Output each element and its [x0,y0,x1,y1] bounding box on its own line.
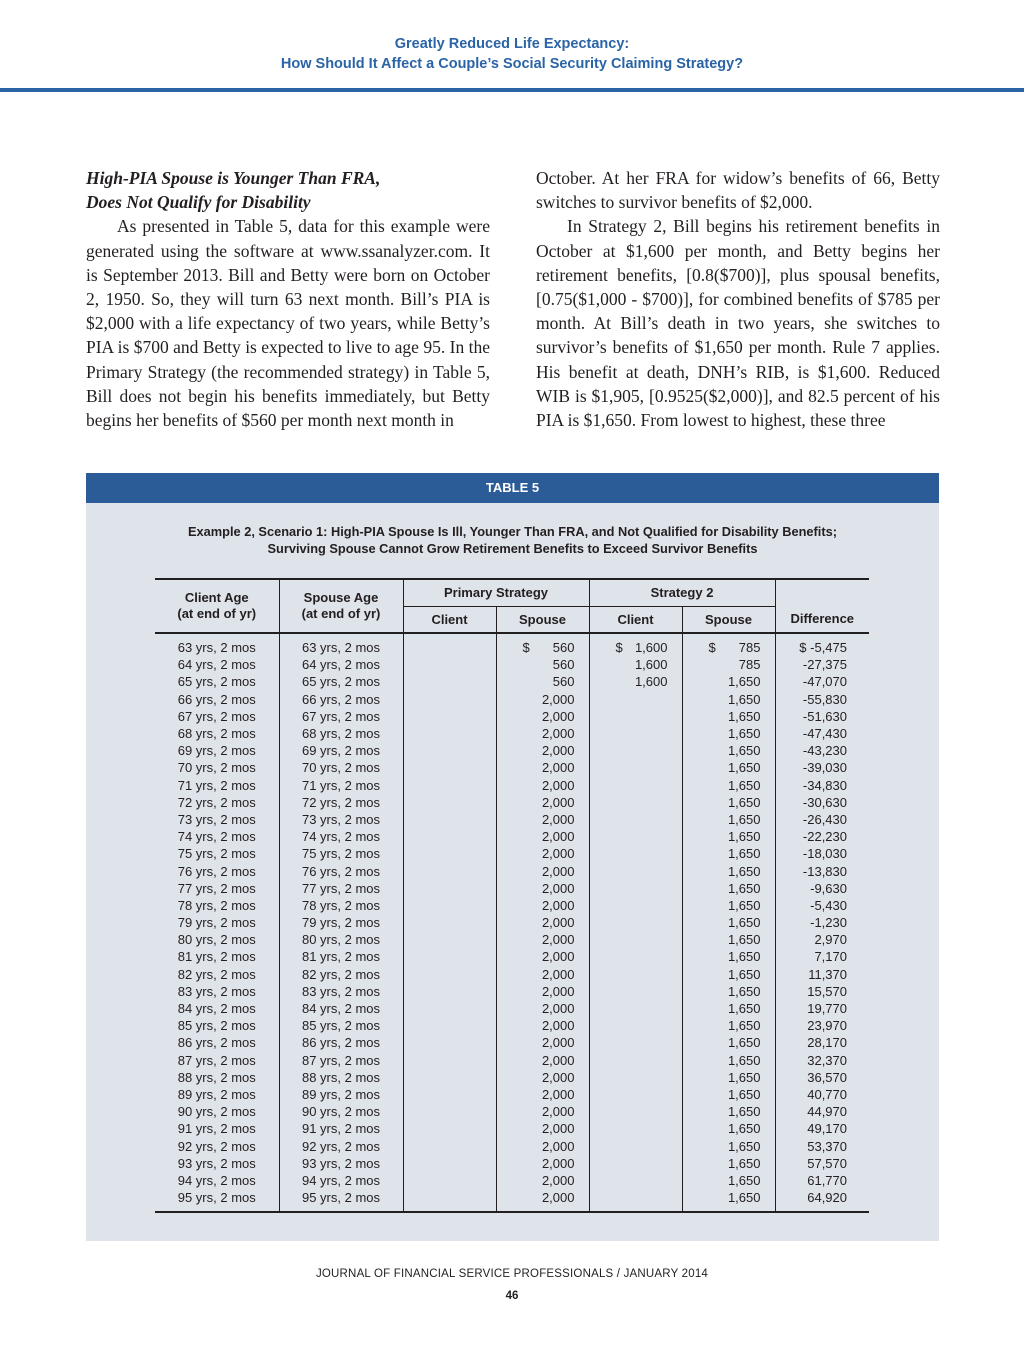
cell-s2-client [589,742,682,759]
cell-s2-spouse: $ 785 [682,633,775,656]
cell-primary-spouse: 2,000 [496,845,589,862]
cell-spouse-age: 75 yrs, 2 mos [279,845,403,862]
cell-primary-client [403,1052,496,1069]
cell-client-age: 75 yrs, 2 mos [155,845,279,862]
cell-s2-spouse: 1,650 [682,931,775,948]
cell-primary-client [403,811,496,828]
table-row [155,1137,869,1154]
cell-spouse-age: 84 yrs, 2 mos [279,1000,403,1017]
cell-primary-spouse: 2,000 [496,1103,589,1120]
table-row [155,673,869,690]
running-head [0,34,1024,74]
table-row [155,708,869,725]
cell-spouse-age: 93 yrs, 2 mos [279,1155,403,1172]
table-row [155,828,869,845]
table-caption-line1: Example 2, Scenario 1: High-PIA Spouse Is Ill, Younger Than FRA, and Not Qualified for Disability Benefits; [188,524,837,539]
currency-symbol: $ [615,640,623,656]
table-row [155,633,869,656]
cell-client-age: 76 yrs, 2 mos [155,862,279,879]
table-row [155,691,869,708]
cell-client-age: 90 yrs, 2 mos [155,1103,279,1120]
cell-client-age: 82 yrs, 2 mos [155,966,279,983]
cell-s2-spouse: 1,650 [682,1103,775,1120]
cell-primary-spouse: 2,000 [496,777,589,794]
cell-difference: -51,630 [802,708,847,724]
cell-difference: 23,970 [807,1018,847,1034]
table-row [155,845,869,862]
cell-difference: 15,570 [807,983,847,999]
table-row [155,1086,869,1103]
table-caption-line2: Surviving Spouse Cannot Grow Retirement Benefits to Exceed Survivor Benefits [267,541,758,556]
cell-difference: -34,830 [802,777,847,793]
cell-difference: 28,170 [807,1035,847,1051]
header-s2-client: Client [589,607,682,634]
cell-s2-spouse: 1,650 [682,880,775,897]
cell-difference: -5,430 [810,897,847,913]
cell-s2-client [589,1189,682,1212]
cell-primary-client [403,725,496,742]
cell-s2-client [589,1172,682,1189]
table-caption [86,523,939,557]
cell-s2-client [589,880,682,897]
cell-s2-client [589,948,682,965]
cell-s2-spouse: 785 [682,656,775,673]
table-body [155,633,869,1212]
cell-spouse-age: 86 yrs, 2 mos [279,1034,403,1051]
cell-s2-client [589,811,682,828]
cell-difference: 44,970 [807,1104,847,1120]
running-head-line2: How Should It Affect a Couple’s Social Security Claiming Strategy? [280,56,744,72]
cell-primary-spouse: 2,000 [496,897,589,914]
cell-difference: -39,030 [802,760,847,776]
cell-spouse-age: 74 yrs, 2 mos [279,828,403,845]
right-paragraph-2: In Strategy 2, Bill begins his retirement benefits in October at $1,600 per month, and Betty begins her retirement benefits, [0.8($700)], plus spousal benefits, [0.75($1,000 - $700)], for combined benefits of $785 per month. At Bill’s death in two years, she switches to survivor’s benefits of $1,650 per month. Rule 7 applies. His benefit at death, DNH’s RIB, is $1,600. Reduced WIB is $1,905, [0.9525($2,000)], and 82.5 percent of his PIA is $1,650. From lowest to highest, these three [536,216,940,431]
cell-difference: 53,370 [807,1138,847,1154]
cell-s2-spouse: 1,650 [682,828,775,845]
table-row [155,862,869,879]
table-row [155,811,869,828]
cell-primary-spouse: 2,000 [496,759,589,776]
cell-client-age: 81 yrs, 2 mos [155,948,279,965]
left-column [86,166,490,432]
cell-s2-spouse: 1,650 [682,1069,775,1086]
table-row [155,777,869,794]
cell-difference: -43,230 [802,743,847,759]
cell-s2-client [589,794,682,811]
cell-difference: 11,370 [808,966,847,982]
cell-client-age: 64 yrs, 2 mos [155,656,279,673]
header-rule [0,88,1024,92]
cell-s2-spouse: 1,650 [682,1172,775,1189]
cell-spouse-age: 64 yrs, 2 mos [279,656,403,673]
cell-client-age: 83 yrs, 2 mos [155,983,279,1000]
table-row [155,1189,869,1212]
cell-spouse-age: 88 yrs, 2 mos [279,1069,403,1086]
cell-primary-client [403,1155,496,1172]
cell-client-age: 71 yrs, 2 mos [155,777,279,794]
cell-spouse-age: 85 yrs, 2 mos [279,1017,403,1034]
page-number: 46 [505,1290,519,1302]
cell-client-age: 93 yrs, 2 mos [155,1155,279,1172]
header-s2-spouse: Spouse [682,607,775,634]
cell-primary-spouse: 2,000 [496,1034,589,1051]
cell-primary-client [403,633,496,656]
cell-spouse-age: 89 yrs, 2 mos [279,1086,403,1103]
table-row [155,1052,869,1069]
cell-primary-spouse: $ 560 [496,633,589,656]
cell-spouse-age: 66 yrs, 2 mos [279,691,403,708]
cell-client-age: 65 yrs, 2 mos [155,673,279,690]
cell-s2-client: $ 1,600 [589,633,682,656]
cell-s2-spouse: 1,650 [682,1017,775,1034]
cell-s2-spouse: 1,650 [682,862,775,879]
header-difference: Difference [775,607,869,634]
cell-primary-client [403,931,496,948]
cell-s2-client [589,691,682,708]
cell-difference: 36,570 [807,1069,847,1085]
cell-client-age: 69 yrs, 2 mos [155,742,279,759]
cell-primary-client [403,1189,496,1212]
cell-client-age: 84 yrs, 2 mos [155,1000,279,1017]
cell-s2-client [589,777,682,794]
cell-primary-client [403,948,496,965]
cell-primary-client [403,742,496,759]
cell-s2-spouse: 1,650 [682,691,775,708]
cell-s2-client [589,1137,682,1154]
cell-s2-client [589,983,682,1000]
cell-s2-spouse: 1,650 [682,897,775,914]
table-row [155,759,869,776]
cell-client-age: 66 yrs, 2 mos [155,691,279,708]
cell-s2-spouse: 1,650 [682,708,775,725]
currency-symbol: $ [522,640,530,656]
cell-s2-spouse: 1,650 [682,1189,775,1212]
cell-spouse-age: 92 yrs, 2 mos [279,1137,403,1154]
cell-s2-spouse: 1,650 [682,1120,775,1137]
cell-s2-client [589,1017,682,1034]
cell-primary-spouse: 2,000 [496,880,589,897]
cell-spouse-age: 77 yrs, 2 mos [279,880,403,897]
cell-difference: -1,230 [810,915,847,931]
cell-difference: 32,370 [807,1052,847,1068]
cell-s2-client: 1,600 [589,656,682,673]
cell-primary-client [403,828,496,845]
cell-s2-client [589,1155,682,1172]
cell-difference: -22,230 [802,829,847,845]
cell-client-age: 68 yrs, 2 mos [155,725,279,742]
cell-s2-spouse: 1,650 [682,1137,775,1154]
cell-s2-client [589,1052,682,1069]
running-head-line1: Greatly Reduced Life Expectancy: [394,36,630,52]
cell-s2-spouse: 1,650 [682,673,775,690]
cell-spouse-age: 79 yrs, 2 mos [279,914,403,931]
cell-spouse-age: 94 yrs, 2 mos [279,1172,403,1189]
cell-primary-client [403,759,496,776]
cell-difference: 7,170 [814,949,847,965]
cell-primary-client [403,1034,496,1051]
cell-primary-client [403,673,496,690]
cell-client-age: 80 yrs, 2 mos [155,931,279,948]
header-strategy-2: Strategy 2 [589,579,775,607]
cell-s2-client [589,897,682,914]
cell-s2-client [589,725,682,742]
cell-spouse-age: 95 yrs, 2 mos [279,1189,403,1212]
cell-s2-client [589,1000,682,1017]
cell-s2-client [589,1034,682,1051]
cell-difference: 49,170 [807,1121,847,1137]
table-row [155,1120,869,1137]
cell-difference: 64,920 [775,1189,869,1212]
cell-client-age: 79 yrs, 2 mos [155,914,279,931]
right-column [536,166,940,432]
left-paragraph: As presented in Table 5, data for this example were generated using the software at www.ssanalyzer.com. It is September 2013. Bill and Betty were born on October 2, 1950. So, they will turn 63 next month. Bill’s PIA is $2,000 with a life expectancy of two years, while Betty’s PIA is $700 and Betty is expected to live to age 95. In the Primary Strategy (the recommended strategy) in Table 5, Bill does not begin his benefits immediately, but Betty begins her benefits of $560 per month next month in [86,216,490,431]
cell-spouse-age: 80 yrs, 2 mos [279,931,403,948]
header-primary-client: Client [403,607,496,634]
cell-s2-client [589,759,682,776]
cell-s2-client [589,966,682,983]
table-row [155,1069,869,1086]
cell-difference: -27,375 [802,657,847,673]
cell-s2-client [589,1120,682,1137]
table-row [155,983,869,1000]
cell-primary-spouse: 2,000 [496,1137,589,1154]
cell-primary-client [403,691,496,708]
cell-client-age: 85 yrs, 2 mos [155,1017,279,1034]
cell-difference: -18,030 [802,846,847,862]
cell-primary-spouse: 2,000 [496,1086,589,1103]
cell-primary-spouse: 2,000 [496,725,589,742]
cell-spouse-age: 87 yrs, 2 mos [279,1052,403,1069]
cell-primary-client [403,1017,496,1034]
cell-spouse-age: 65 yrs, 2 mos [279,673,403,690]
cell-s2-spouse: 1,650 [682,742,775,759]
cell-client-age: 74 yrs, 2 mos [155,828,279,845]
data-table [155,578,869,1213]
cell-spouse-age: 73 yrs, 2 mos [279,811,403,828]
table-row [155,1034,869,1051]
cell-s2-spouse: 1,650 [682,966,775,983]
table-row [155,966,869,983]
cell-s2-client [589,1069,682,1086]
cell-spouse-age: 63 yrs, 2 mos [279,633,403,656]
cell-spouse-age: 71 yrs, 2 mos [279,777,403,794]
table-row [155,880,869,897]
cell-primary-spouse: 2,000 [496,691,589,708]
table-row [155,1103,869,1120]
cell-spouse-age: 90 yrs, 2 mos [279,1103,403,1120]
header-spouse-age: Spouse Age (at end of yr) [279,579,403,633]
cell-s2-client [589,828,682,845]
cell-primary-spouse: 2,000 [496,1000,589,1017]
cell-client-age: 94 yrs, 2 mos [155,1172,279,1189]
cell-s2-client [589,1103,682,1120]
cell-primary-spouse: 2,000 [496,931,589,948]
cell-primary-spouse: 2,000 [496,1155,589,1172]
cell-primary-client [403,966,496,983]
cell-client-age: 92 yrs, 2 mos [155,1137,279,1154]
section-subheading [86,166,490,214]
table-banner: TABLE 5 [86,473,939,503]
cell-spouse-age: 82 yrs, 2 mos [279,966,403,983]
cell-s2-spouse: 1,650 [682,777,775,794]
header-difference-spacer [775,579,869,607]
cell-spouse-age: 70 yrs, 2 mos [279,759,403,776]
cell-s2-spouse: 1,650 [682,811,775,828]
currency-symbol: $ [708,640,716,656]
cell-spouse-age: 68 yrs, 2 mos [279,725,403,742]
cell-difference: 2,970 [814,932,847,948]
cell-primary-spouse: 560 [496,673,589,690]
cell-spouse-age: 83 yrs, 2 mos [279,983,403,1000]
cell-primary-spouse: 2,000 [496,828,589,845]
table-row [155,1172,869,1189]
cell-primary-client [403,914,496,931]
cell-primary-client [403,1172,496,1189]
subheading-line2: Does Not Qualify for Disability [86,192,311,213]
cell-primary-client [403,862,496,879]
table-row [155,897,869,914]
cell-primary-spouse: 2,000 [496,1052,589,1069]
cell-spouse-age: 67 yrs, 2 mos [279,708,403,725]
cell-client-age: 73 yrs, 2 mos [155,811,279,828]
table-row [155,1155,869,1172]
cell-client-age: 87 yrs, 2 mos [155,1052,279,1069]
cell-s2-spouse: 1,650 [682,914,775,931]
cell-spouse-age: 76 yrs, 2 mos [279,862,403,879]
cell-client-age: 67 yrs, 2 mos [155,708,279,725]
cell-s2-client [589,931,682,948]
cell-s2-spouse: 1,650 [682,1155,775,1172]
footer-journal: JOURNAL OF FINANCIAL SERVICE PROFESSIONALS / JANUARY 2014 [315,1268,709,1280]
cell-primary-client [403,1103,496,1120]
cell-s2-spouse: 1,650 [682,1000,775,1017]
cell-difference: -47,070 [802,674,847,690]
cell-primary-spouse: 2,000 [496,948,589,965]
cell-primary-client [403,1086,496,1103]
cell-s2-spouse: 1,650 [682,794,775,811]
cell-s2-spouse: 1,650 [682,983,775,1000]
table-row [155,948,869,965]
cell-difference: -55,830 [802,691,847,707]
cell-difference: -13,830 [802,863,847,879]
cell-difference: 61,770 [807,1172,847,1188]
cell-primary-client [403,845,496,862]
cell-spouse-age: 72 yrs, 2 mos [279,794,403,811]
cell-s2-spouse: 1,650 [682,845,775,862]
cell-primary-client [403,777,496,794]
cell-s2-client [589,914,682,931]
cell-client-age: 77 yrs, 2 mos [155,880,279,897]
cell-primary-client [403,983,496,1000]
cell-s2-spouse: 1,650 [682,759,775,776]
cell-client-age: 88 yrs, 2 mos [155,1069,279,1086]
cell-difference: -47,430 [802,726,847,742]
cell-primary-spouse: 2,000 [496,914,589,931]
cell-primary-spouse: 2,000 [496,1120,589,1137]
cell-difference: 57,570 [807,1155,847,1171]
cell-client-age: 91 yrs, 2 mos [155,1120,279,1137]
cell-primary-client [403,1137,496,1154]
cell-spouse-age: 69 yrs, 2 mos [279,742,403,759]
cell-primary-spouse: 2,000 [496,862,589,879]
cell-primary-spouse: 2,000 [496,983,589,1000]
table-row [155,1000,869,1017]
cell-s2-spouse: 1,650 [682,1052,775,1069]
cell-primary-spouse: 2,000 [496,1069,589,1086]
cell-primary-client [403,1069,496,1086]
header-client-age: Client Age (at end of yr) [155,579,279,633]
cell-primary-spouse: 2,000 [496,1017,589,1034]
cell-s2-client [589,845,682,862]
cell-primary-client [403,1000,496,1017]
cell-s2-client [589,1086,682,1103]
cell-primary-spouse: 560 [496,656,589,673]
cell-primary-client [403,708,496,725]
header-primary-strategy: Primary Strategy [403,579,589,607]
cell-s2-client [589,708,682,725]
cell-client-age: 86 yrs, 2 mos [155,1034,279,1051]
cell-primary-spouse: 2,000 [496,742,589,759]
table-row [155,931,869,948]
cell-client-age: 63 yrs, 2 mos [155,633,279,656]
cell-primary-client [403,897,496,914]
cell-difference: $ -5,475 [799,640,847,656]
cell-primary-spouse: 2,000 [496,1172,589,1189]
cell-primary-spouse: 2,000 [496,811,589,828]
cell-client-age: 72 yrs, 2 mos [155,794,279,811]
cell-difference: -9,630 [810,880,847,896]
table-row [155,914,869,931]
cell-s2-spouse: 1,650 [682,1086,775,1103]
cell-difference: -30,630 [802,794,847,810]
cell-difference: -26,430 [802,811,847,827]
cell-s2-client [589,862,682,879]
cell-primary-client [403,1120,496,1137]
cell-s2-client: 1,600 [589,673,682,690]
cell-s2-spouse: 1,650 [682,725,775,742]
table-row [155,1017,869,1034]
cell-s2-spouse: 1,650 [682,1034,775,1051]
cell-s2-spouse: 1,650 [682,948,775,965]
cell-primary-spouse: 2,000 [496,708,589,725]
cell-primary-spouse: 2,000 [496,794,589,811]
table-row [155,656,869,673]
cell-client-age: 95 yrs, 2 mos [155,1189,279,1212]
cell-difference: 19,770 [807,1001,847,1017]
cell-primary-client [403,794,496,811]
cell-client-age: 70 yrs, 2 mos [155,759,279,776]
table-panel [86,473,939,1241]
table-row [155,742,869,759]
cell-primary-spouse: 2,000 [496,966,589,983]
cell-client-age: 89 yrs, 2 mos [155,1086,279,1103]
header-primary-spouse: Spouse [496,607,589,634]
cell-primary-spouse: 2,000 [496,1189,589,1212]
cell-spouse-age: 78 yrs, 2 mos [279,897,403,914]
table-row [155,725,869,742]
cell-spouse-age: 81 yrs, 2 mos [279,948,403,965]
cell-difference: 40,770 [807,1086,847,1102]
cell-primary-client [403,656,496,673]
cell-client-age: 78 yrs, 2 mos [155,897,279,914]
right-paragraph-1: October. At her FRA for widow’s benefits of 66, Betty switches to survivor benefits of $2,000. [536,168,940,213]
cell-primary-client [403,880,496,897]
cell-spouse-age: 91 yrs, 2 mos [279,1120,403,1137]
subheading-line1: High-PIA Spouse is Younger Than FRA, [86,168,381,188]
table-row [155,794,869,811]
